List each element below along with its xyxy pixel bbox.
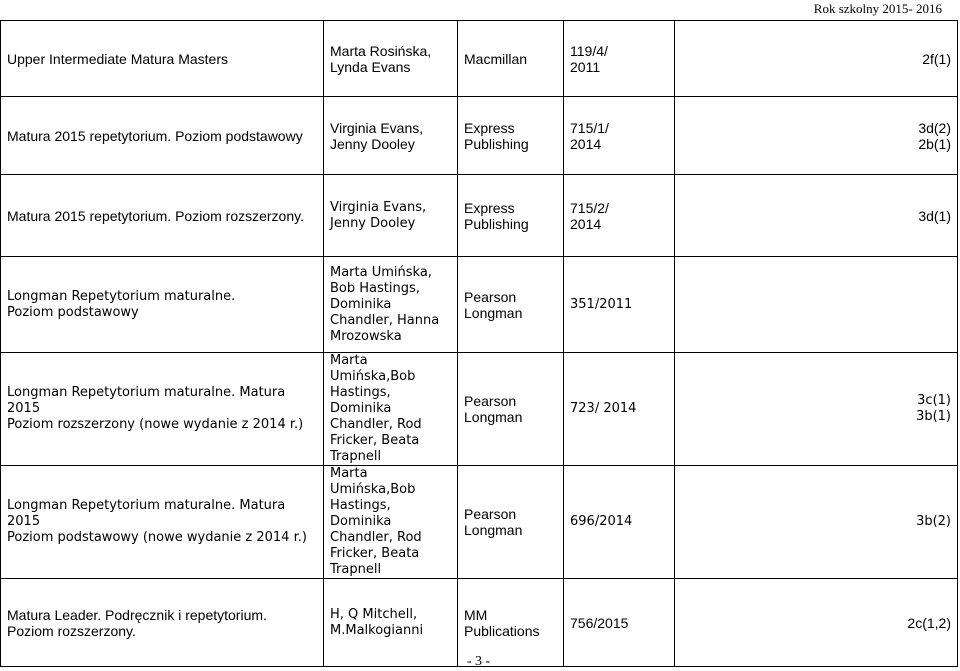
publisher-cell: Pearson Longman — [458, 257, 564, 353]
publisher-cell: MM Publications — [458, 579, 564, 667]
table-row — [1, 353, 958, 466]
authors-cell: Marta Umińska,Bob Hastings, Dominika Chandler, Rod Fricker, Beata Trapnell — [324, 353, 458, 466]
classes-cell: 3d(2) 2b(1) — [675, 97, 958, 175]
table-row — [1, 97, 958, 175]
school-year-header: Rok szkolny 2015- 2016 — [813, 1, 942, 16]
authors-cell: Marta Umińska,Bob Hastings, Dominika Chandler, Rod Fricker, Beata Trapnell — [324, 466, 458, 579]
table-row — [1, 175, 958, 257]
title-cell: Matura 2015 repetytorium. Poziom podstawowy — [1, 97, 324, 175]
authors-cell: Marta Umińska, Bob Hastings, Dominika Chandler, Hanna Mrozowska — [324, 257, 458, 353]
approval-number-cell: 351/2011 — [564, 257, 675, 353]
title-cell: Upper Intermediate Matura Masters — [1, 21, 324, 97]
classes-cell: 3c(1) 3b(1) — [675, 353, 958, 466]
table-row — [1, 257, 958, 353]
authors-cell: Virginia Evans, Jenny Dooley — [324, 175, 458, 257]
publisher-cell: Pearson Longman — [458, 353, 564, 466]
approval-number-cell: 723/ 2014 — [564, 353, 675, 466]
page-number: - 3 - — [466, 654, 491, 669]
approval-number-cell: 715/1/ 2014 — [564, 97, 675, 175]
classes-cell: 2c(1,2) — [675, 579, 958, 667]
authors-cell: Marta Rosińska, Lynda Evans — [324, 21, 458, 97]
table-row — [1, 21, 958, 97]
approval-number-cell: 756/2015 — [564, 579, 675, 667]
publisher-cell: Express Publishing — [458, 175, 564, 257]
title-cell: Longman Repetytorium maturalne. Poziom podstawowy — [1, 257, 324, 353]
classes-cell: 2f(1) — [675, 21, 958, 97]
title-cell: Matura Leader. Podręcznik i repetytorium. Poziom rozszerzony. — [1, 579, 324, 667]
table-row — [1, 466, 958, 579]
textbook-table — [0, 20, 958, 667]
authors-cell: Virginia Evans, Jenny Dooley — [324, 97, 458, 175]
classes-cell: 3d(1) — [675, 175, 958, 257]
approval-number-cell: 715/2/ 2014 — [564, 175, 675, 257]
title-cell: Matura 2015 repetytorium. Poziom rozszerzony. — [1, 175, 324, 257]
title-cell: Longman Repetytorium maturalne. Matura 2015 Poziom rozszerzony (nowe wydanie z 2014 r.) — [1, 353, 324, 466]
approval-number-cell: 696/2014 — [564, 466, 675, 579]
publisher-cell: Pearson Longman — [458, 466, 564, 579]
publisher-cell: Macmillan — [458, 21, 564, 97]
classes-cell: 3b(2) — [675, 466, 958, 579]
classes-cell — [675, 257, 958, 353]
approval-number-cell: 119/4/ 2011 — [564, 21, 675, 97]
authors-cell: H, Q Mitchell, M.Malkogianni — [324, 579, 458, 667]
publisher-cell: Express Publishing — [458, 97, 564, 175]
title-cell: Longman Repetytorium maturalne. Matura 2015 Poziom podstawowy (nowe wydanie z 2014 r.) — [1, 466, 324, 579]
